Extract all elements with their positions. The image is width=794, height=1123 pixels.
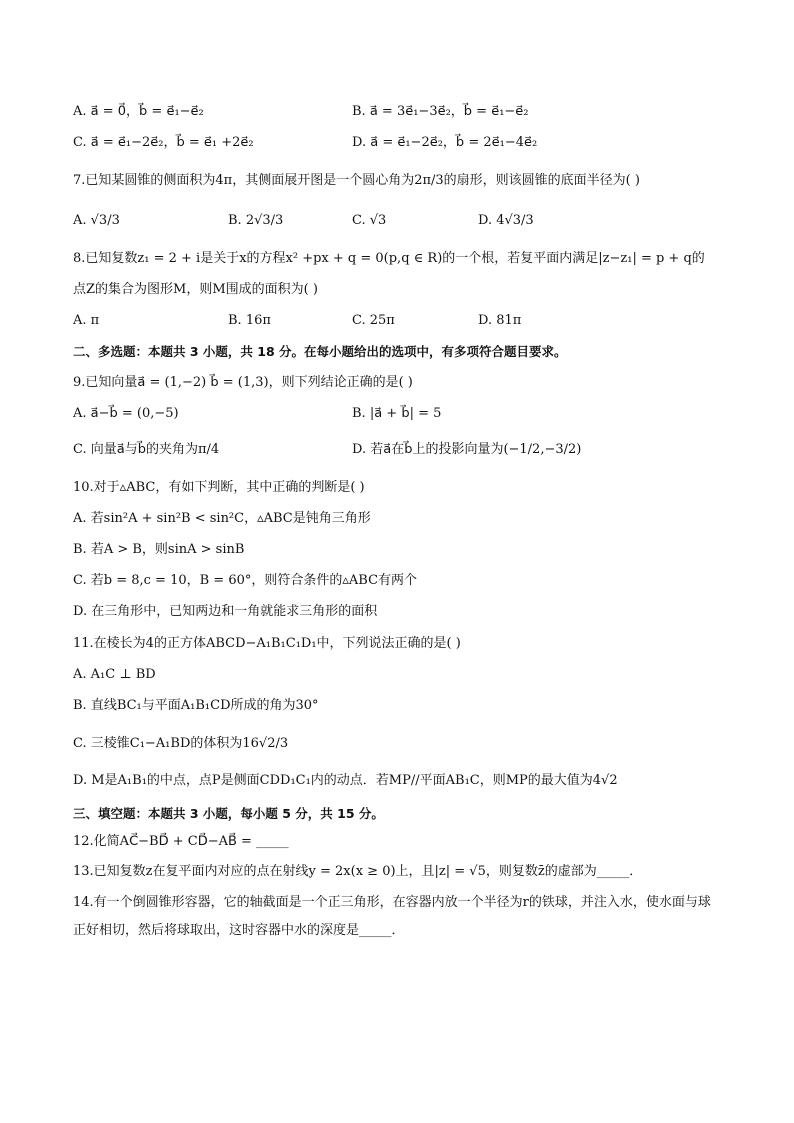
q11-stem: 11.在棱长为4的正方体ABCD−A₁B₁C₁D₁中，下列说法正确的是( ) [73, 636, 461, 651]
q8-option-d: D. 81π [478, 313, 522, 328]
q7-option-a: A. √3/3 [73, 213, 120, 228]
q11-option-c: C. 三棱锥C₁−A₁BD的体积为16√2/3 [73, 736, 289, 751]
q6-option-c: C. a⃗ = e⃗₁−2e⃗₂，b⃗ = e⃗₁ +2e⃗₂ [73, 135, 254, 150]
section-fill-in-heading: 三、填空题：本题共 3 小题，每小题 5 分，共 15 分。 [73, 806, 384, 821]
q9-option-c: C. 向量a⃗与b⃗的夹角为π/4 [73, 442, 220, 457]
q7-option-c: C. √3 [352, 213, 387, 228]
q6-option-d: D. a⃗ = e⃗₁−2e⃗₂，b⃗ = 2e⃗₁−4e⃗₂ [352, 135, 538, 150]
q10-option-b: B. 若A > B，则sinA > sinB [73, 542, 245, 557]
q7-option-b: B. 2√3/3 [228, 213, 284, 228]
q9-option-b: B. |a⃗ + b⃗| = 5 [352, 406, 442, 421]
q7-stem: 7.已知某圆锥的侧面积为4π，其侧面展开图是一个圆心角为2π/3的扇形，则该圆锥的底面半径为( ) [73, 173, 640, 188]
q6-option-a: A. a⃗ = 0⃗，b⃗ = e⃗₁−e⃗₂ [73, 104, 204, 119]
q8-option-c: C. 25π [352, 313, 395, 328]
q9-option-d: D. 若a⃗在b⃗上的投影向量为(−1/2,−3/2) [352, 442, 582, 457]
q7-option-d: D. 4√3/3 [478, 213, 534, 228]
q13-text: 13.已知复数z在复平面内对应的点在射线y = 2x(x ≥ 0)上，且|z| = √5，则复数z̄的虚部为_____． [73, 864, 643, 879]
q10-option-d: D. 在三角形中，已知两边和一角就能求三角形的面积 [73, 604, 378, 619]
q10-option-c: C. 若b = 8,c = 10，B = 60°，则符合条件的▵ABC有两个 [73, 573, 418, 588]
q12-text: 12.化简AC⃗−BD⃗ + CD⃗−AB⃗ = _____ [73, 834, 289, 849]
q11-option-b: B. 直线BC₁与平面A₁B₁CD所成的角为30° [73, 698, 319, 713]
q8-option-b: B. 16π [228, 313, 271, 328]
q6-option-b: B. a⃗ = 3e⃗₁−3e⃗₂，b⃗ = e⃗₁−e⃗₂ [352, 104, 529, 119]
q14-text: 14.有一个倒圆锥形容器，它的轴截面是一个正三角形，在容器内放一个半径为r的铁球，并注入水，使水面与球正好相切，然后将球取出，这时容器中水的深度是_____． [73, 895, 711, 938]
q9-option-a: A. a⃗−b⃗ = (0,−5) [73, 406, 179, 421]
q10-option-a: A. 若sin²A + sin²B < sin²C，▵ABC是钝角三角形 [73, 511, 371, 526]
q11-option-d: D. M是A₁B₁的中点，点P是侧面CDD₁C₁内的动点．若MP//平面AB₁C，则MP的最大值为4√2 [73, 773, 618, 788]
q8-stem-line2: 点Z的集合为图形M，则M围成的面积为( ) [73, 282, 318, 297]
q8-option-a: A. π [73, 313, 100, 328]
section-multiple-choice-heading: 二、多选题：本题共 3 小题，共 18 分。在每小题给出的选项中，有多项符合题目要求。 [73, 344, 567, 359]
q9-stem: 9.已知向量a⃗ = (1,−2) b⃗ = (1,3)，则下列结论正确的是( ) [73, 375, 413, 390]
q11-option-a: A. A₁C ⊥ BD [73, 667, 156, 682]
q10-stem: 10.对于▵ABC，有如下判断，其中正确的判断是( ) [73, 480, 365, 495]
q8-stem-line1: 8.已知复数z₁ = 2 + i是关于x的方程x² +px + q = 0(p,q ∈ R)的一个根，若复平面内满足|z−z₁| = p + q的 [73, 251, 705, 266]
